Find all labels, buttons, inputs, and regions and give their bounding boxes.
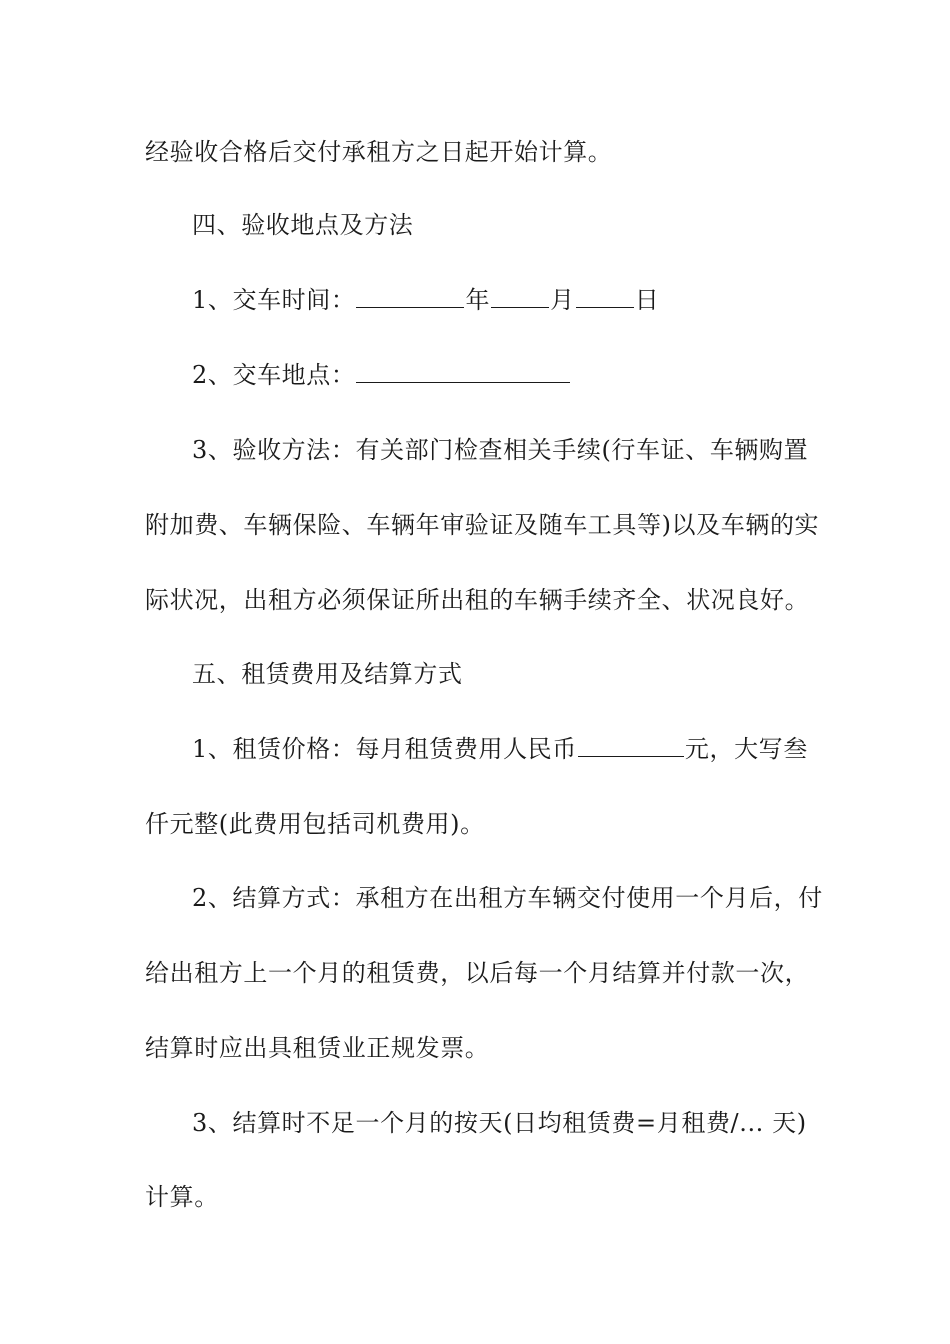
year-blank bbox=[356, 281, 464, 308]
section-heading-5: 五、租赁费用及结算方式 bbox=[192, 660, 463, 688]
rental-price-label: 1、租赁价格：每月租赁费用人民币 bbox=[192, 735, 577, 763]
month-blank bbox=[491, 281, 549, 308]
paragraph-line: 附加费、车辆保险、车辆年审验证及随车工具等)以及车辆的实 bbox=[145, 511, 820, 539]
rental-price-line bbox=[192, 729, 862, 769]
paragraph-line: 仟元整(此费用包括司机费用)。 bbox=[145, 810, 485, 838]
paragraph-line: 经验收合格后交付承租方之日起开始计算。 bbox=[145, 138, 613, 166]
delivery-place-line bbox=[192, 355, 862, 395]
price-blank bbox=[578, 730, 684, 757]
year-label: 年 bbox=[465, 286, 491, 314]
place-blank bbox=[356, 356, 570, 383]
day-blank bbox=[576, 281, 634, 308]
paragraph-line: 结算时应出具租赁业正规发票。 bbox=[145, 1034, 490, 1062]
paragraph-line: 2、结算方式：承租方在出租方车辆交付使用一个月后，付 bbox=[192, 884, 823, 912]
paragraph-line: 计算。 bbox=[145, 1183, 219, 1211]
paragraph-line: 给出租方上一个月的租赁费，以后每一个月结算并付款一次， bbox=[145, 959, 810, 987]
rental-price-suffix: 元，大写叁 bbox=[684, 735, 808, 763]
paragraph-line: 3、验收方法：有关部门检查相关手续(行车证、车辆购置 bbox=[192, 436, 809, 464]
month-label: 月 bbox=[550, 286, 575, 314]
paragraph-line: 3、结算时不足一个月的按天(日均租赁费=月租费/... 天) bbox=[192, 1109, 807, 1137]
delivery-place-label: 2、交车地点： bbox=[192, 361, 356, 389]
delivery-time-line bbox=[192, 280, 862, 320]
day-label: 日 bbox=[634, 286, 660, 314]
delivery-time-label: 1、交车时间： bbox=[192, 286, 356, 314]
paragraph-line: 际状况，出租方必须保证所出租的车辆手续齐全、状况良好。 bbox=[145, 586, 810, 614]
section-heading-4: 四、验收地点及方法 bbox=[192, 211, 414, 239]
